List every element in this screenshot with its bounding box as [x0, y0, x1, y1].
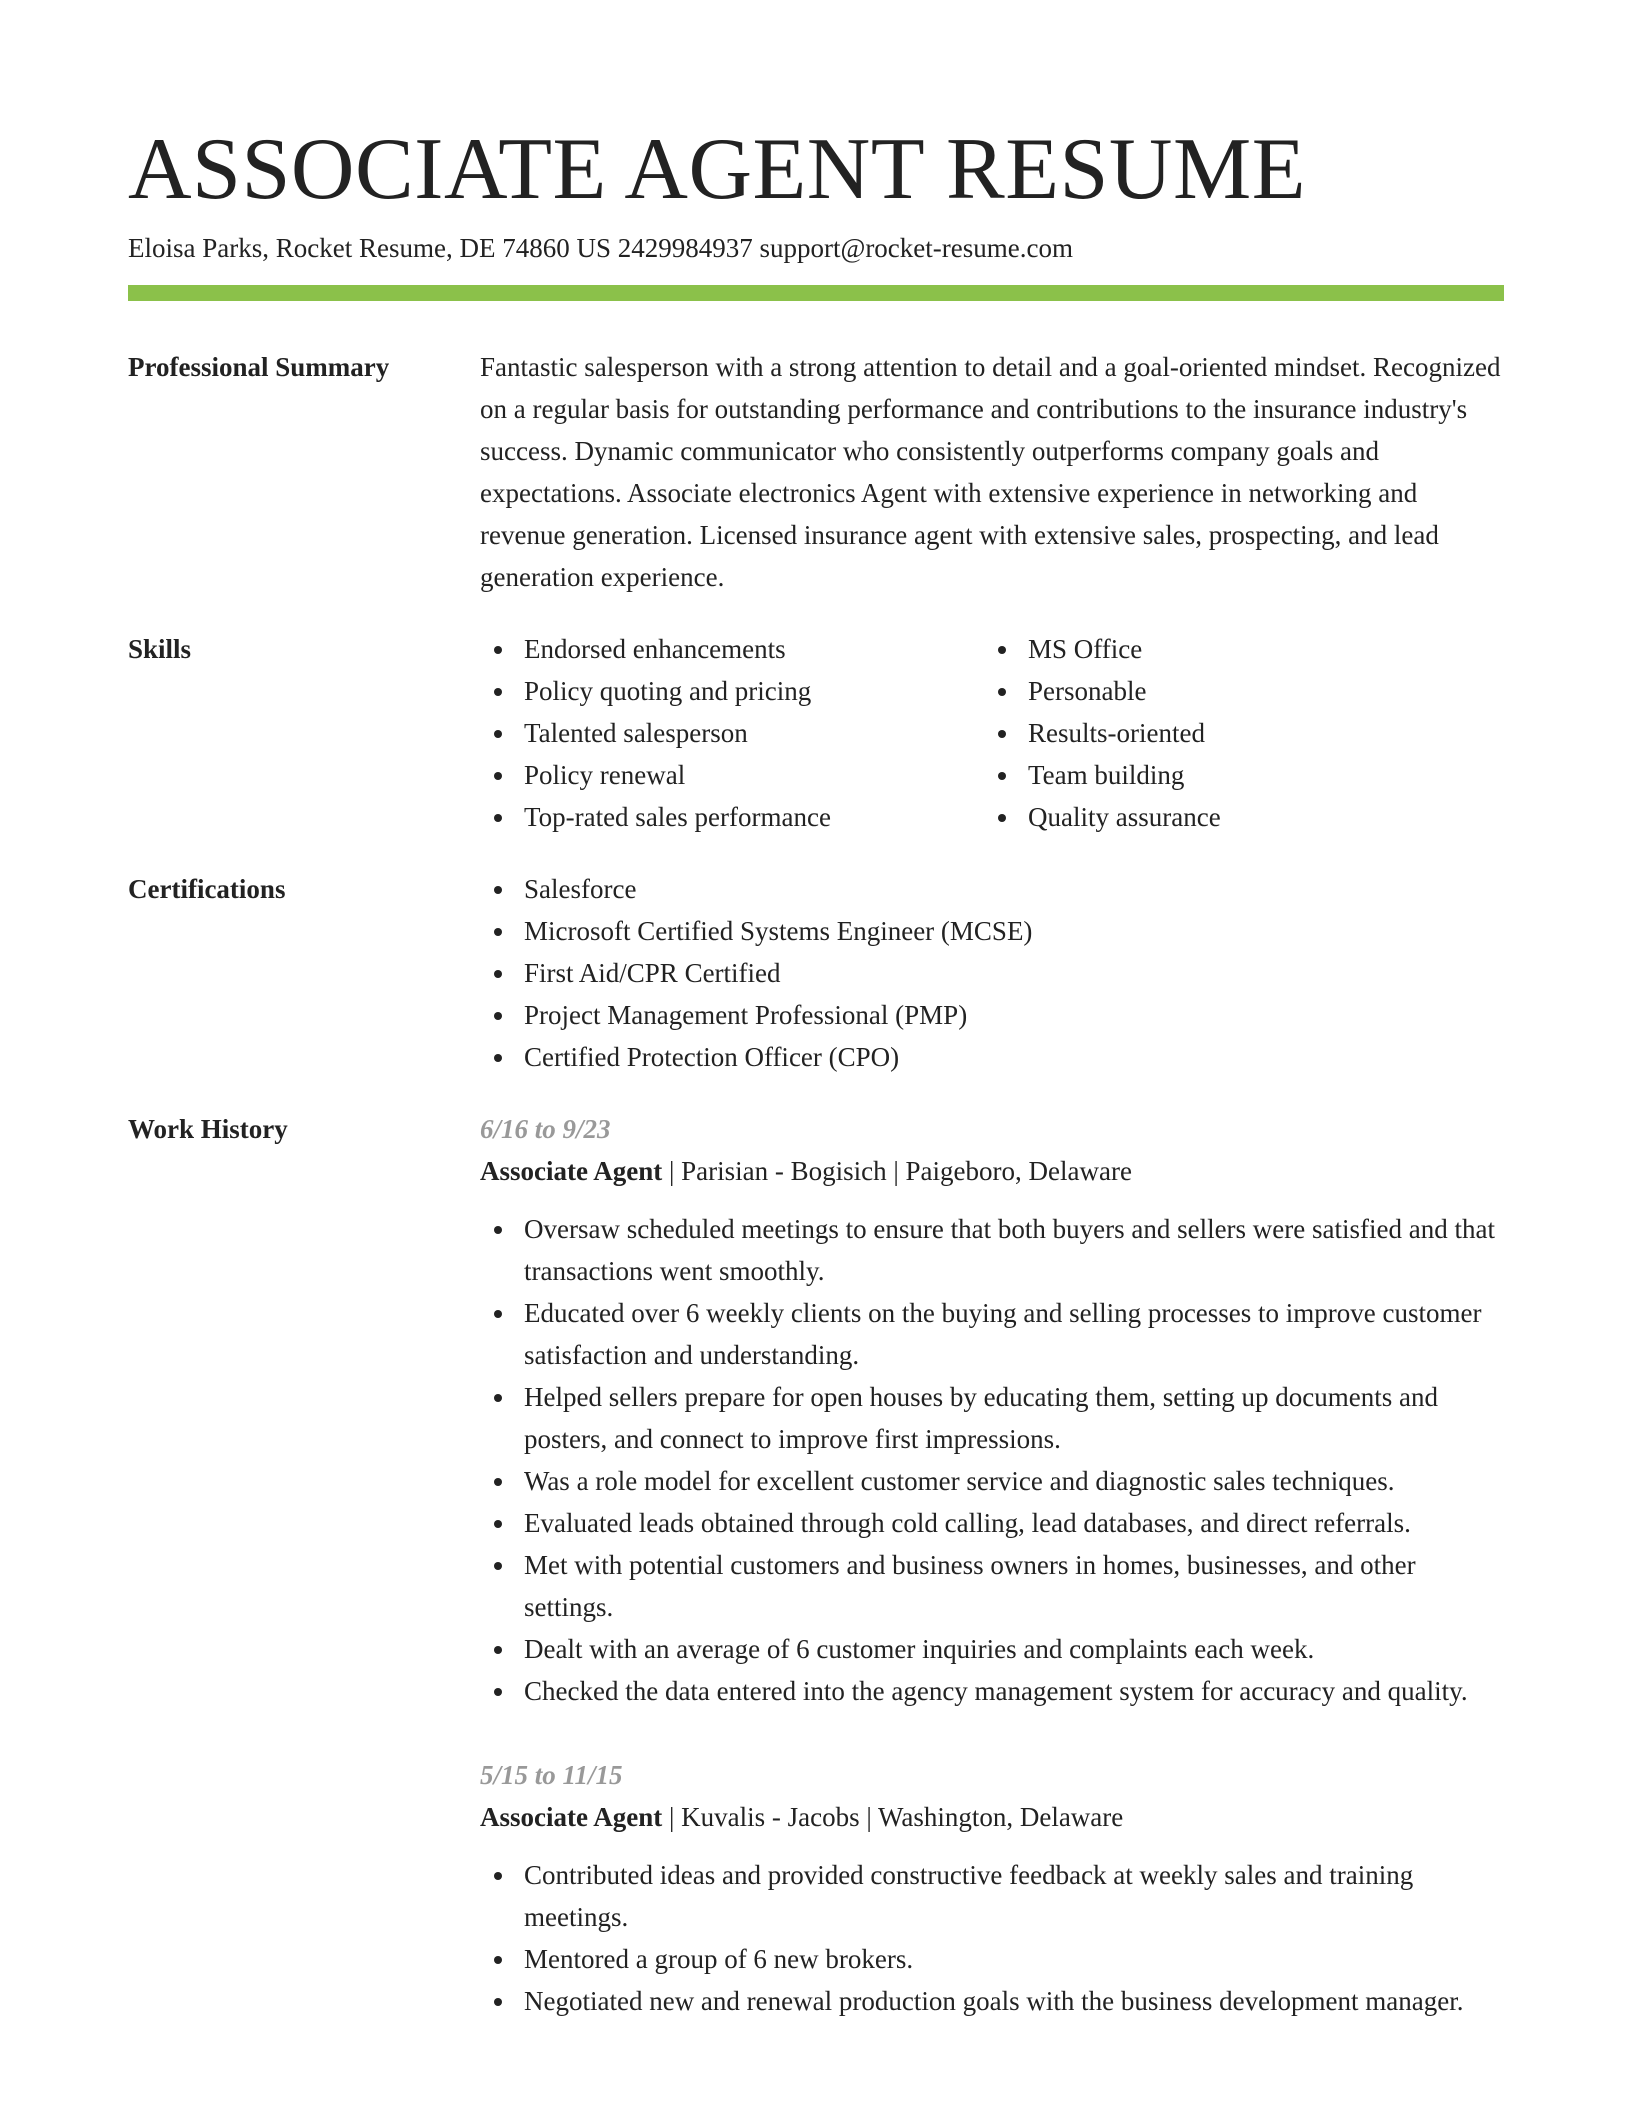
skills-section	[128, 628, 1504, 838]
job-entry	[480, 1754, 1504, 2022]
job-bullet: Evaluated leads obtained through cold calling, lead databases, and direct referrals.	[480, 1502, 1504, 1544]
certification-item: Project Management Professional (PMP)	[480, 994, 1504, 1036]
skill-item: Personable	[984, 670, 1488, 712]
certifications-section	[128, 868, 1504, 1078]
job-bullet: Educated over 6 weekly clients on the buying and selling processes to improve customer satisfaction and understanding.	[480, 1292, 1504, 1376]
certifications-label: Certifications	[128, 874, 286, 904]
job-bullet: Was a role model for excellent customer service and diagnostic sales techniques.	[480, 1460, 1504, 1502]
summary-text: Fantastic salesperson with a strong attention to detail and a goal-oriented mindset. Recognized on a regular basis for outstanding performance and contributions to the insurance industry's success. Dynamic communicator who consistently outperforms company goals and expectations. Associate electronics Agent with extensive experience in networking and revenue generation. Licensed insurance agent with extensive sales, prospecting, and lead generation experience.	[480, 352, 1501, 592]
job-title: Associate Agent	[480, 1156, 663, 1186]
certification-item: First Aid/CPR Certified	[480, 952, 1504, 994]
job-bullet: Oversaw scheduled meetings to ensure that both buyers and sellers were satisfied and that transactions went smoothly.	[480, 1208, 1504, 1292]
skill-item: Policy renewal	[480, 754, 984, 796]
certifications-list	[480, 868, 1504, 1078]
header-divider	[128, 285, 1504, 301]
job-heading	[480, 1796, 1504, 1838]
job-bullet: Met with potential customers and business owners in homes, businesses, and other settings.	[480, 1544, 1504, 1628]
certification-item: Microsoft Certified Systems Engineer (MCSE)	[480, 910, 1504, 952]
job-bullets	[480, 1854, 1504, 2022]
contact-info: Eloisa Parks, Rocket Resume, DE 74860 US 2429984937 support@rocket-resume.com	[128, 233, 1073, 263]
skills-label: Skills	[128, 634, 192, 664]
work-history-label: Work History	[128, 1114, 288, 1144]
job-details: | Kuvalis - Jacobs | Washington, Delaware	[662, 1802, 1124, 1832]
skill-item: Team building	[984, 754, 1488, 796]
skill-item: Policy quoting and pricing	[480, 670, 984, 712]
skill-item: Endorsed enhancements	[480, 628, 984, 670]
certifications-body	[480, 868, 1504, 1078]
summary-body	[480, 346, 1504, 598]
summary-label: Professional Summary	[128, 352, 390, 382]
work-history-body	[480, 1108, 1504, 2064]
job-bullet: Checked the data entered into the agency management system for accuracy and quality.	[480, 1670, 1504, 1712]
certification-item: Salesforce	[480, 868, 1504, 910]
job-date: 6/16 to 9/23	[480, 1114, 611, 1144]
work-history-section	[128, 1108, 1504, 2112]
page-title: ASSOCIATE AGENT RESUME	[128, 121, 1306, 218]
job-bullets	[480, 1208, 1504, 1712]
job-bullet: Helped sellers prepare for open houses by educating them, setting up documents and posters, and connect to improve first impressions.	[480, 1376, 1504, 1460]
skill-item: Results-oriented	[984, 712, 1488, 754]
job-title: Associate Agent	[480, 1802, 663, 1832]
job-bullet: Dealt with an average of 6 customer inquiries and complaints each week.	[480, 1628, 1504, 1670]
skill-item: Talented salesperson	[480, 712, 984, 754]
job-date: 5/15 to 11/15	[480, 1760, 623, 1790]
job-bullet: Contributed ideas and provided constructive feedback at weekly sales and training meetings.	[480, 1854, 1504, 1938]
job-bullet: Mentored a group of 6 new brokers.	[480, 1938, 1504, 1980]
skills-body	[480, 628, 1504, 838]
summary-section	[128, 346, 1504, 598]
certification-item: Certified Protection Officer (CPO)	[480, 1036, 1504, 1078]
job-bullet: Negotiated new and renewal production goals with the business development manager.	[480, 1980, 1504, 2022]
skill-item: MS Office	[984, 628, 1488, 670]
skill-item: Quality assurance	[984, 796, 1488, 838]
job-details: | Parisian - Bogisich | Paigeboro, Delaware	[662, 1156, 1132, 1186]
job-heading	[480, 1150, 1504, 1192]
job-entry	[480, 1108, 1504, 1712]
skills-list-right	[984, 628, 1488, 838]
skill-item: Top-rated sales performance	[480, 796, 984, 838]
skills-list-left	[480, 628, 984, 838]
